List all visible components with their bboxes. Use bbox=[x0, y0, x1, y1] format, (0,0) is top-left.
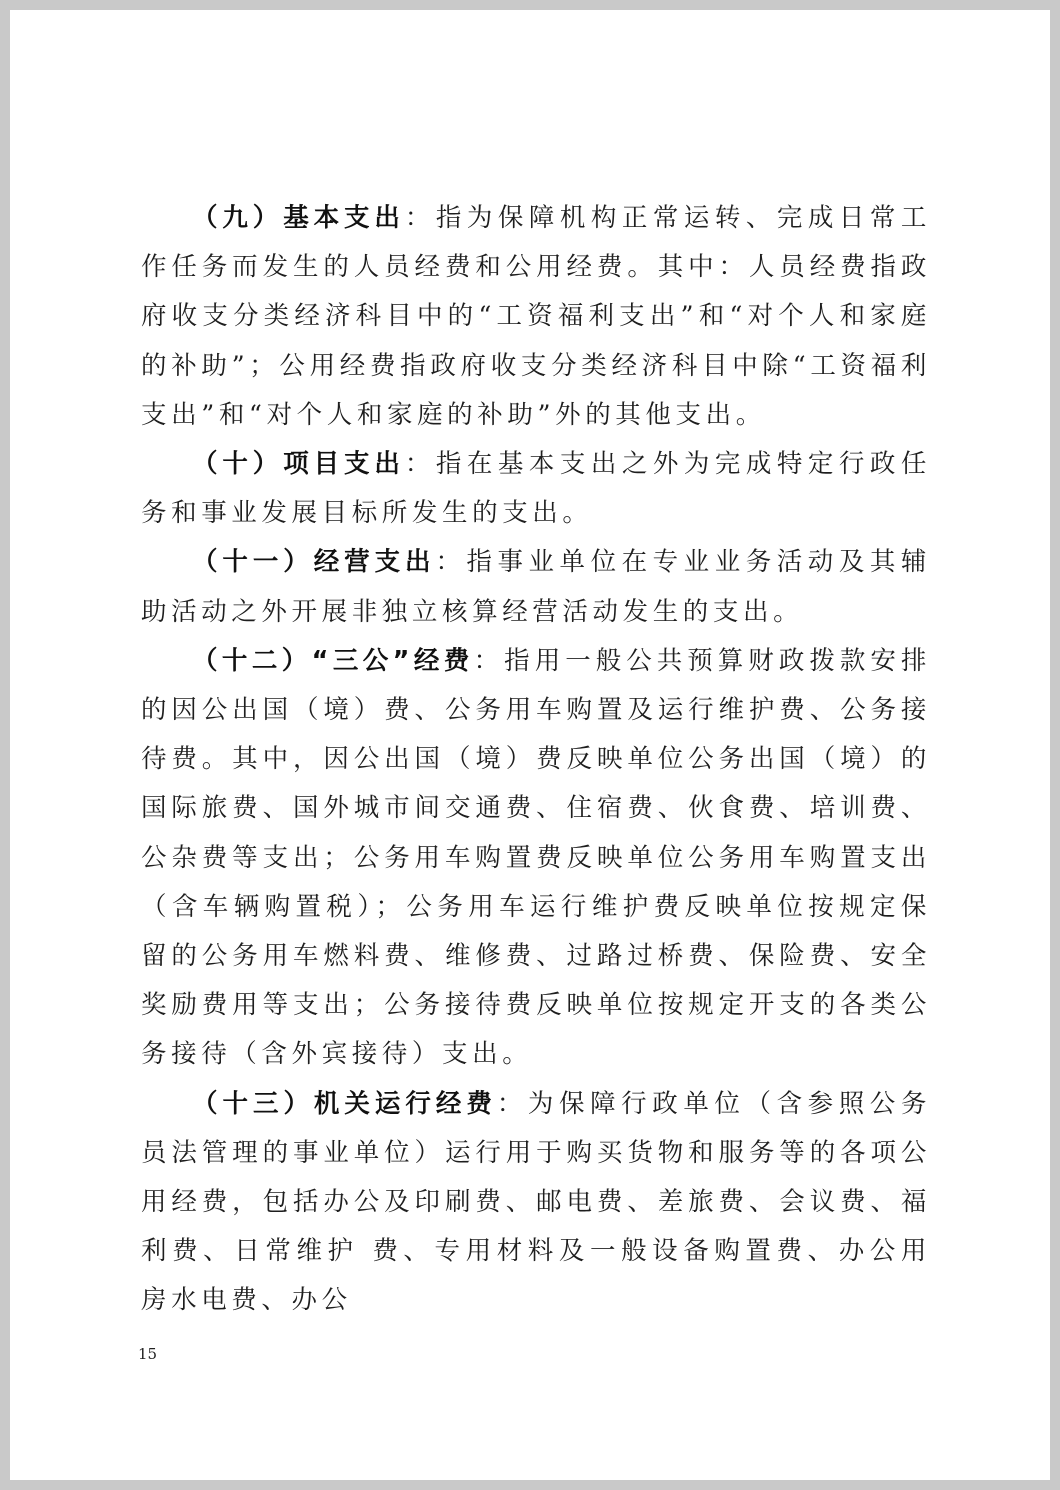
paragraph-text: ：指事业单位在专业业务活动及其辅助活动之外开展非独立核算经营活动发生的支出。 bbox=[141, 547, 931, 627]
paragraph-three-public-expenses bbox=[141, 637, 931, 1080]
page-number: 15 bbox=[138, 1345, 158, 1363]
paragraph-heading: （十）项目支出 bbox=[192, 449, 405, 480]
paragraph-text: ：指为保障机构正常运转、完成日常工作任务而发生的人员经费和公用经费。其中：人员经费指政府收支分类经济科目中的“工资福利支出”和“对个人和家庭的补助”；公用经费指政府收支分类经济科目中除“工资福利支出”和“对个人和家庭的补助”外的其他支出。 bbox=[141, 203, 931, 430]
paragraph-operating-expenditure bbox=[141, 538, 931, 636]
document-body bbox=[141, 194, 931, 1326]
paragraph-text: ：为保障行政单位（含参照公务员法管理的事业单位）运行用于购买货物和服务等的各项公用经费，包括办公及印刷费、邮电费、差旅费、会议费、福利费、日常维护 费、专用材料及一般设备购置费、办公用房水电费、办公 bbox=[141, 1088, 931, 1316]
paragraph-project-expenditure bbox=[141, 440, 931, 538]
paragraph-heading: （十三）机关运行经费 bbox=[192, 1088, 497, 1119]
paragraph-text: ：指在基本支出之外为完成特定行政任务和事业发展目标所发生的支出。 bbox=[141, 449, 931, 529]
paragraph-heading: （十二）“三公”经费 bbox=[192, 645, 474, 676]
paragraph-heading: （十一）经营支出 bbox=[192, 547, 436, 578]
paragraph-agency-operating-expenses bbox=[141, 1080, 931, 1326]
paragraph-heading: （九）基本支出 bbox=[192, 203, 405, 233]
paragraph-basic-expenditure bbox=[141, 194, 931, 440]
paragraph-text: ：指用一般公共预算财政拨款安排的因公出国（境）费、公务用车购置及运行维护费、公务接待费。其中，因公出国（境）费反映单位公务出国（境）的国际旅费、国外城市间交通费、住宿费、伙食费、培训费、公杂费等支出；公务用车购置费反映单位公务用车购置支出（含车辆购置税）；公务用车运行维护费反映单位按规定保留的公务用车燃料费、维修费、过路过桥费、保险费、安全奖励费用等支出；公务接待费反映单位按规定开支的各类公务接待（含外宾接待）支出。 bbox=[141, 645, 931, 1070]
